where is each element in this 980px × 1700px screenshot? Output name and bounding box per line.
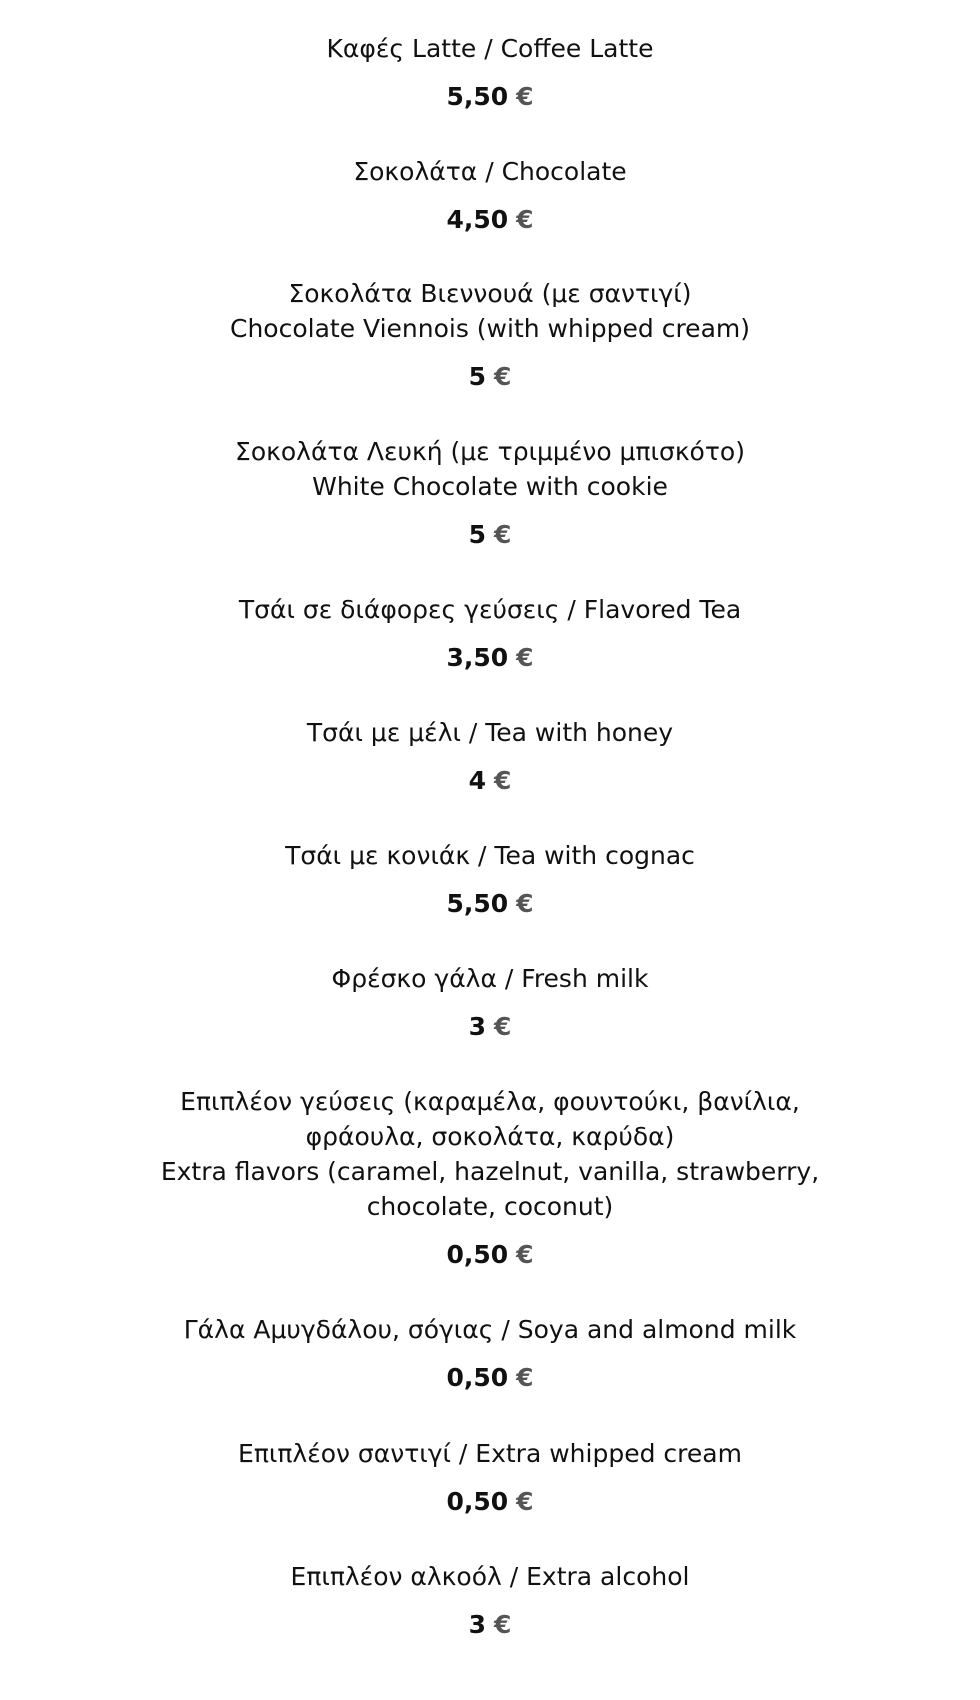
currency-symbol: €: [516, 205, 534, 234]
item-name-english: Extra flavors (caramel, hazelnut, vanilla, strawberry,: [160, 1157, 820, 1186]
menu-item-chocolate: [0, 154, 980, 237]
item-price: [0, 1360, 980, 1395]
item-price: [0, 1237, 980, 1272]
menu-item-flavored-tea: [0, 592, 980, 675]
menu-item-extra-flavors: [0, 1084, 980, 1272]
price-value: 0,50: [446, 1240, 509, 1269]
item-price: [0, 359, 980, 394]
price-value: 3: [468, 1012, 486, 1041]
currency-symbol: €: [516, 1487, 534, 1516]
menu-item-extra-alcohol: [0, 1559, 980, 1642]
currency-symbol: €: [494, 1012, 512, 1041]
item-name-english-cont: chocolate, coconut): [366, 1192, 614, 1221]
item-name: Τσάι με μέλι / Tea with honey: [306, 718, 674, 747]
price-value: 0,50: [446, 1487, 509, 1516]
currency-symbol: €: [494, 520, 512, 549]
item-name-greek: Επιπλέον γεύσεις (καραμέλα, φουντούκι, βανίλια,: [180, 1087, 800, 1116]
item-price: [0, 763, 980, 798]
currency-symbol: €: [494, 1610, 512, 1639]
item-name: Επιπλέον αλκοόλ / Extra alcohol: [290, 1562, 690, 1591]
menu-item-white-chocolate: [0, 434, 980, 552]
item-price: [0, 1009, 980, 1044]
currency-symbol: €: [516, 82, 534, 111]
menu-item-plant-milk: [0, 1312, 980, 1395]
item-price: [0, 79, 980, 114]
price-value: 3,50: [446, 643, 509, 672]
menu-item-coffee-latte: [0, 31, 980, 114]
price-value: 4: [468, 766, 486, 795]
menu-item-extra-whipped-cream: [0, 1436, 980, 1519]
item-name: Φρέσκο γάλα / Fresh milk: [331, 964, 649, 993]
item-name-greek: Σοκολάτα Βιεννουά (με σαντιγί): [288, 279, 692, 308]
price-value: 4,50: [446, 205, 509, 234]
currency-symbol: €: [516, 643, 534, 672]
item-price: [0, 1484, 980, 1519]
item-name: Τσάι σε διάφορες γεύσεις / Flavored Tea: [238, 595, 742, 624]
price-value: 5: [468, 362, 486, 391]
menu-item-chocolate-viennois: [0, 276, 980, 394]
price-value: 5: [468, 520, 486, 549]
price-value: 5,50: [446, 889, 509, 918]
price-value: 3: [468, 1610, 486, 1639]
currency-symbol: €: [494, 362, 512, 391]
item-name: Σοκολάτα / Chocolate: [353, 157, 627, 186]
item-price: [0, 517, 980, 552]
price-value: 0,50: [446, 1363, 509, 1392]
item-name-english: Chocolate Viennois (with whipped cream): [229, 314, 750, 343]
currency-symbol: €: [516, 1363, 534, 1392]
item-name: Επιπλέον σαντιγί / Extra whipped cream: [238, 1439, 742, 1468]
currency-symbol: €: [494, 766, 512, 795]
item-name: Τσάι με κονιάκ / Tea with cognac: [285, 841, 695, 870]
menu-item-tea-cognac: [0, 838, 980, 921]
item-name-english: White Chocolate with cookie: [312, 472, 668, 501]
item-price: [0, 1607, 980, 1642]
item-price: [0, 202, 980, 237]
item-name-greek-cont: φράουλα, σοκολάτα, καρύδα): [305, 1122, 675, 1151]
item-name: Καφές Latte / Coffee Latte: [326, 34, 654, 63]
item-price: [0, 640, 980, 675]
menu-item-tea-honey: [0, 715, 980, 798]
item-name-greek: Σοκολάτα Λευκή (με τριμμένο μπισκότο): [235, 437, 745, 466]
menu-item-fresh-milk: [0, 961, 980, 1044]
price-value: 5,50: [446, 82, 509, 111]
currency-symbol: €: [516, 1240, 534, 1269]
currency-symbol: €: [516, 889, 534, 918]
item-price: [0, 886, 980, 921]
item-name: Γάλα Αμυγδάλου, σόγιας / Soya and almond milk: [183, 1315, 797, 1344]
